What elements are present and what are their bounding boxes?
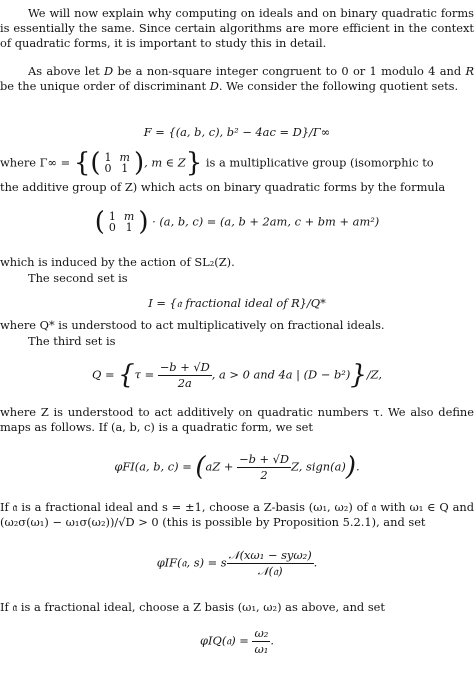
equation-Q: Q = {τ = $\frac{-b + √D}{2a}$ , a > 0 and 4a | (D − b²)}/Z,	[91, 359, 383, 390]
paragraph-Zadd: where Z is understood to act additively on quadratic numbers τ. We also define maps as follows. If (a, b, c) is a quadratic form, we set	[0, 405, 474, 435]
equation-action: ( 1 m 0 1 ) · (a, b, c) = (a, b + 2am, c + bm + am²)	[94, 207, 380, 237]
equation-F: F = {(a, b, c), b² − 4ac = D}/Γ∞	[143, 125, 331, 139]
paragraph-intro: We will now explain why computing on ideals and on binary quadratic forms is essentially the same. Since certain algorithms are more efficient in the context of quadratic forms, it is important to study this in detail.	[0, 6, 474, 51]
equation-phiFI: φFI(a, b, c) = (aZ + $\frac{-b + √D}{2}$ Z, sign(a)).	[114, 451, 360, 482]
paragraph-action: the additive group of Z) which acts on binary quadratic forms by the formula	[0, 180, 446, 194]
matrix-gamma: 1 m 0 1	[104, 150, 130, 176]
matrix-action: 1 m 0 1	[108, 209, 135, 235]
paragraph-setup: As above let D be a non-square integer congruent to 0 or 1 modulo 4 and R be the unique order of discriminant D. We consider the following quotient sets.	[0, 64, 474, 94]
paragraph-third: The third set is	[28, 334, 116, 348]
paragraph-gamma: where Γ∞ = {( 1 m 0 1 ), m ∈ Z} is a multiplicative group (isomorphic to	[0, 148, 434, 178]
equation-I: I = {𝔞 fractional ideal of R}/Q*	[148, 296, 326, 310]
paragraph-Qstar: where Q* is understood to act multiplicatively on fractional ideals.	[0, 318, 385, 332]
equation-phiIQ: φIQ(𝔞) = $\frac{\text{ω₂}}{\text{ω₁}}$ .	[200, 626, 274, 657]
paragraph-ideal-2: If 𝔞 is a fractional ideal, choose a Z basis (ω₁, ω₂) as above, and set	[0, 600, 385, 614]
paragraph-second: The second set is	[28, 271, 128, 285]
equation-phiIF: φIF(𝔞, s) = s $\frac{\text{𝒩(xω₁ − syω₂)}}{\text{𝒩(𝔞)}}$ .	[156, 548, 318, 579]
paragraph-induced: which is induced by the action of SL₂(Z).	[0, 255, 235, 269]
paragraph-ideal-1: If 𝔞 is a fractional ideal and s = ±1, choose a Z-basis (ω₁, ω₂) of 𝔞 with ω₁ ∈ Q and (ω₂σ(ω₁) − ω₁σ(ω₂))/√D > 0 (this is possible by Proposition 5.2.1), and set	[0, 500, 474, 530]
